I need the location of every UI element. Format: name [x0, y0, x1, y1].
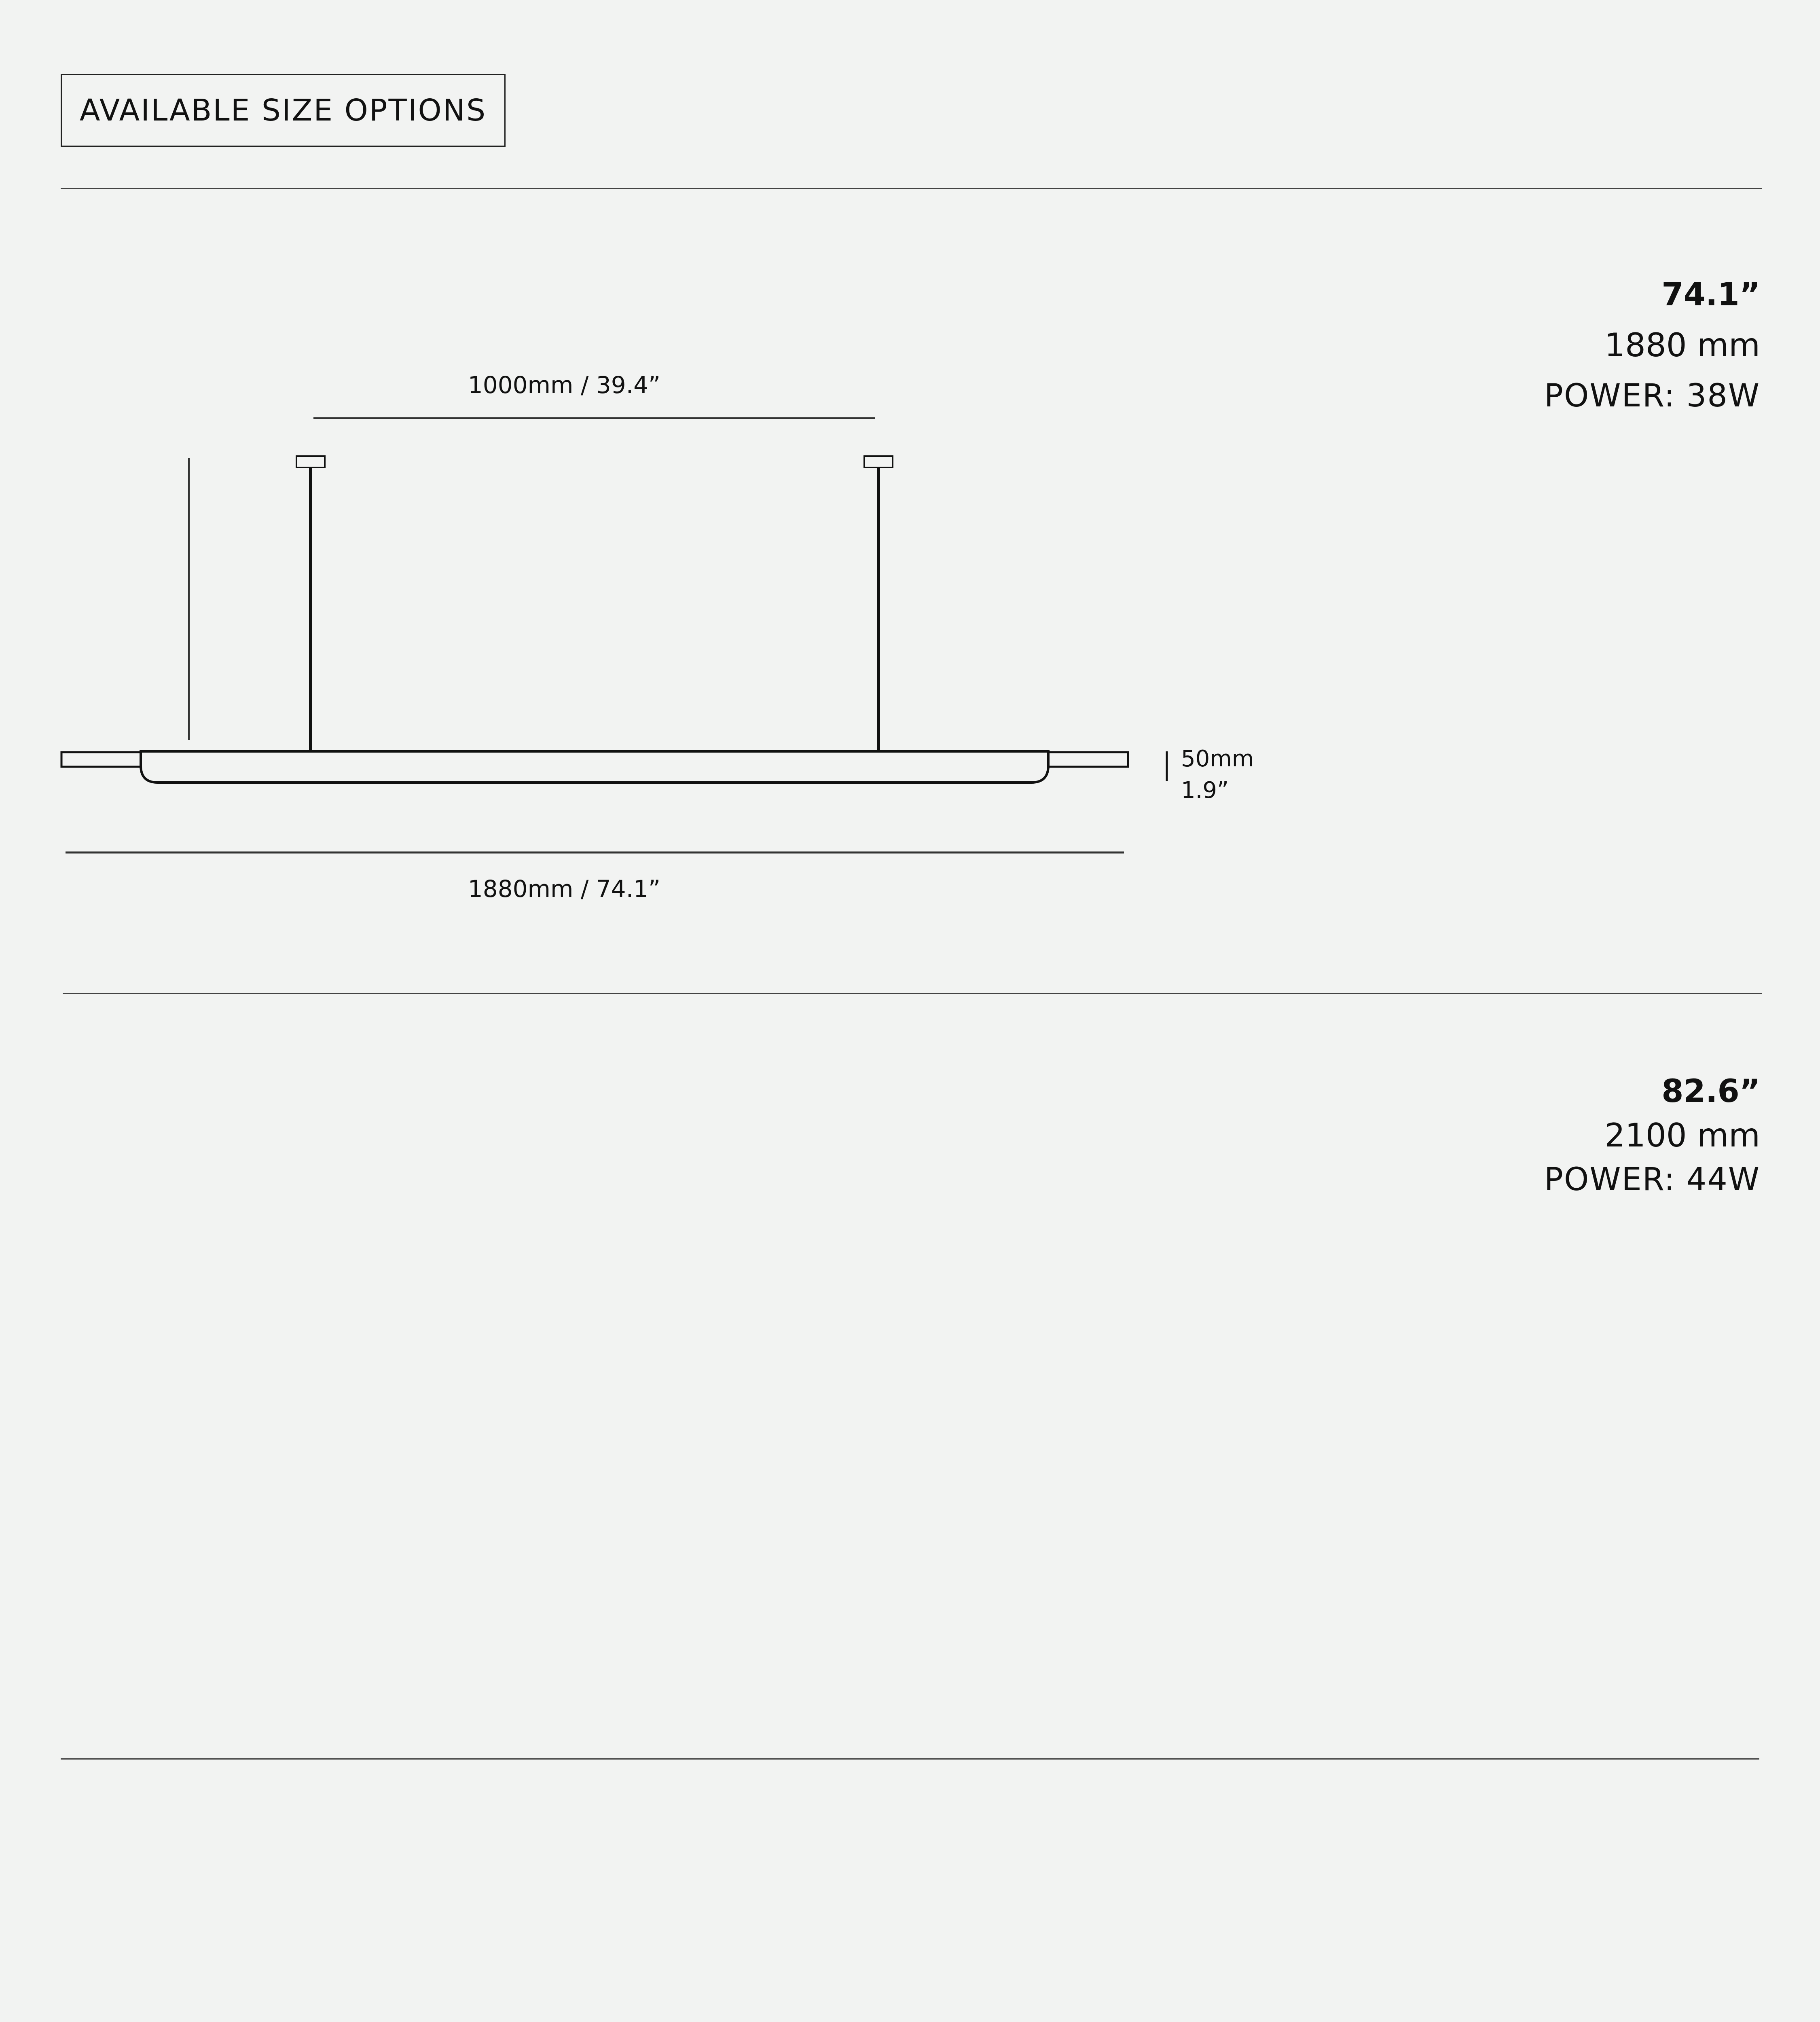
size-1-power: POWER: 38W	[1544, 378, 1760, 414]
size-2-spec	[1396, 1073, 1760, 1198]
top-divider	[61, 188, 1762, 189]
size-1-length-inches: 74.1”	[1661, 277, 1760, 313]
size-1-length-mm: 1880 mm	[1604, 326, 1760, 364]
size-2-power: POWER: 44W	[1544, 1161, 1760, 1198]
size-1-length-label: 1880mm / 74.1”	[468, 875, 661, 903]
size-1-end-cap-right	[1048, 752, 1128, 767]
size-1-spec	[1396, 279, 1760, 412]
size-1-end-cap-left	[61, 752, 141, 767]
bottom-divider	[61, 1758, 1759, 1760]
size-options-heading: AVAILABLE SIZE OPTIONS	[61, 74, 506, 147]
size-1-height-in-label: 1.9”	[1181, 777, 1229, 804]
size-1-fixture-body	[141, 751, 1048, 783]
size-1-canopy-left	[296, 456, 325, 467]
size-1-span-label: 1000mm / 39.4”	[468, 371, 661, 399]
size-1-height-mm-label: 50mm	[1181, 746, 1254, 772]
size-2-length-inches: 82.6”	[1661, 1073, 1760, 1110]
size-2-drawing	[0, 1821, 1820, 2022]
middle-divider	[63, 993, 1762, 994]
size-1-canopy-right	[864, 456, 893, 467]
size-2-length-mm: 2100 mm	[1604, 1117, 1760, 1154]
